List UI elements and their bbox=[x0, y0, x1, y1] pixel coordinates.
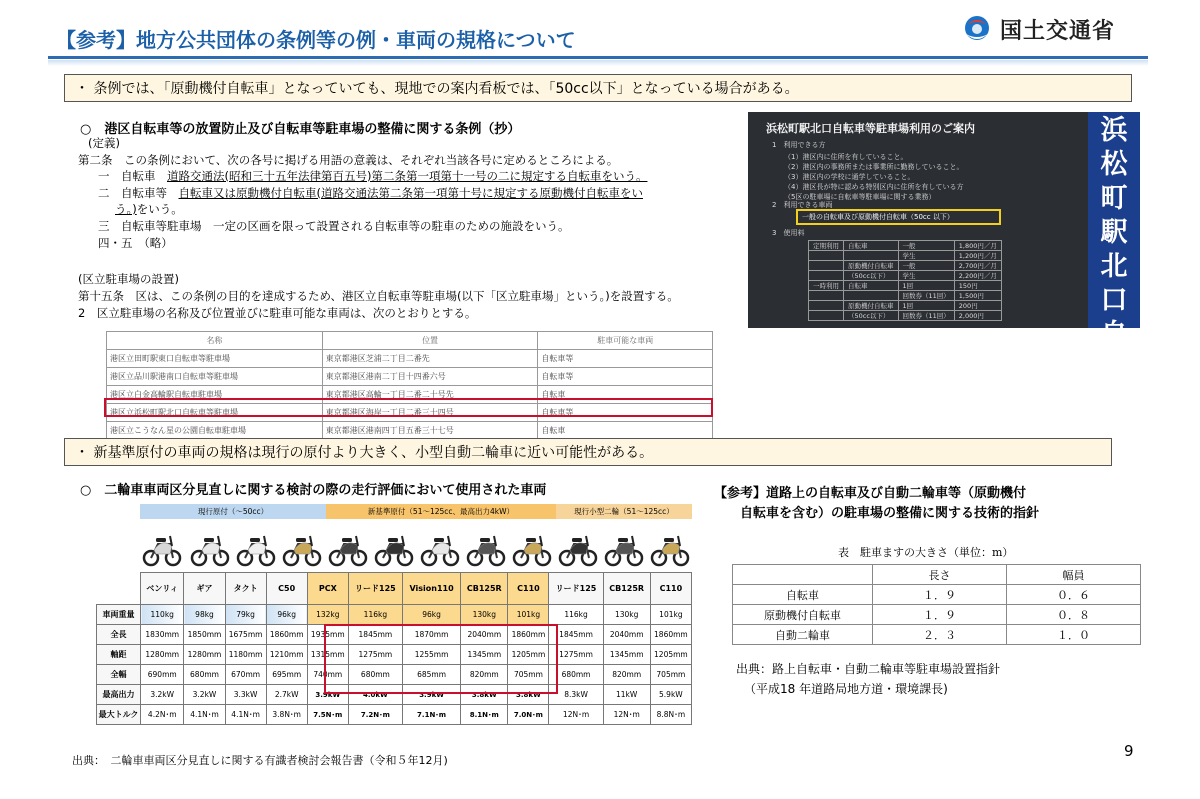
sign-line: （5区の駐車場に自転車等駐車場に関する業務） bbox=[784, 193, 936, 201]
spec-value: 1280mm bbox=[141, 645, 184, 665]
article-15: 第十五条 区は、この条例の目的を達成するため、港区立自転車等駐車場(以下「区立駐車場」という。)を設置する。 bbox=[78, 289, 679, 303]
std-cell: 自転車 bbox=[733, 585, 873, 605]
sign-fee-cell: （50cc以下） bbox=[844, 311, 899, 321]
sign-fee-cell: 定期利用 bbox=[809, 241, 844, 251]
park-cell: 港区立品川駅港南口自転車等駐車場 bbox=[107, 368, 323, 386]
vehicle-spec-row bbox=[97, 705, 692, 725]
std-header-cell: 長さ bbox=[873, 565, 1007, 585]
sign-fee-cell: 学生 bbox=[898, 271, 954, 281]
spec-value: 1845mm bbox=[549, 625, 603, 645]
spec-value: 705mm bbox=[650, 665, 691, 685]
spec-value: 680mm bbox=[549, 665, 603, 685]
std-row bbox=[733, 585, 1141, 605]
spec-label: 軸距 bbox=[97, 645, 141, 665]
std-header-row bbox=[733, 565, 1141, 585]
motorcycle-icon bbox=[650, 524, 690, 568]
spec-value: 7.2N･m bbox=[348, 705, 402, 725]
spec-value: 1180mm bbox=[225, 645, 266, 665]
title-gradient bbox=[48, 60, 1148, 66]
motorcycle-icon bbox=[282, 524, 322, 568]
spec-value: 2040mm bbox=[603, 625, 650, 645]
spec-label: 最大トルク bbox=[97, 705, 141, 725]
motorcycle-icon bbox=[328, 524, 368, 568]
spec-value: 1870mm bbox=[402, 625, 460, 645]
std-cell: ２．３ bbox=[873, 625, 1007, 645]
std-cell: １．０ bbox=[1007, 625, 1141, 645]
spec-value: 4.2N･m bbox=[141, 705, 184, 725]
park-cell: 東京都港区海岸一丁目二番三十四号 bbox=[322, 404, 538, 422]
spec-value: 110kg bbox=[141, 605, 184, 625]
spec-value: 1345mm bbox=[603, 645, 650, 665]
park-row bbox=[107, 368, 713, 386]
park-header-name: 名称 bbox=[107, 332, 323, 350]
spec-value: 8.3kW bbox=[549, 685, 603, 705]
park-cell: 東京都港区港南二丁目十四番六号 bbox=[322, 368, 538, 386]
reference-table-caption: 表 駐車ますの大きさ（単位：m） bbox=[838, 546, 1014, 559]
spec-value: 3.2kW bbox=[141, 685, 184, 705]
sign-fee-row bbox=[809, 271, 1002, 281]
article-2-item-3: 三 自転車等駐車場 一定の区画を限って設置される自転車等の駐車のための施設をいう。 bbox=[98, 219, 570, 233]
std-header-cell: 幅員 bbox=[1007, 565, 1141, 585]
sign-line: （2）港区内の事務所または事業所に勤務していること。 bbox=[784, 163, 964, 171]
sign-line: （4）港区長が特に認める特別区内に住所を有している方 bbox=[784, 183, 964, 191]
spec-value: 1935mm bbox=[307, 625, 348, 645]
mlit-logo-text: 国土交通省 bbox=[1000, 18, 1116, 44]
sign-vertical-banner: 浜松町駅北口自転車 bbox=[1088, 112, 1140, 328]
spec-value: 705mm bbox=[508, 665, 549, 685]
sign-fee-cell: 一般 bbox=[898, 261, 954, 271]
spec-value: 1315mm bbox=[307, 645, 348, 665]
item-2-label: 二 自転車等 bbox=[98, 186, 179, 200]
sign-fee-cell: 1,200円／月 bbox=[954, 251, 1001, 261]
vehicle-spec-row bbox=[97, 605, 692, 625]
model-name: ギア bbox=[184, 573, 225, 605]
article-2-item-2 bbox=[98, 186, 643, 201]
article-2-item-2-cont bbox=[115, 202, 183, 217]
highlight-hamamatsucho-row bbox=[104, 398, 713, 417]
sign-line: 1 利用できる方 bbox=[772, 141, 826, 149]
park-cell: 自転車等 bbox=[538, 368, 713, 386]
sign-fee-cell bbox=[809, 261, 844, 271]
sign-fee-cell: 150円 bbox=[954, 281, 1001, 291]
spec-value: 1830mm bbox=[141, 625, 184, 645]
group-new-standard-moped: 新基準原付（51～125cc、最高出力4kW） bbox=[326, 504, 556, 519]
spec-value: 4.0kW bbox=[348, 685, 402, 705]
sign-fee-cell bbox=[809, 311, 844, 321]
model-name: リード125 bbox=[348, 573, 402, 605]
std-row bbox=[733, 605, 1141, 625]
callout-vehicle-note: ・ 新基準原付の車両の規格は現行の原付より大きく、小型自動二輪車に近い可能性がある。 bbox=[64, 438, 1112, 466]
model-name: CB125R bbox=[461, 573, 508, 605]
park-label: (区立駐車場の設置) bbox=[78, 272, 179, 286]
spec-value: 1860mm bbox=[266, 625, 307, 645]
park-header-vehicle: 駐車可能な車両 bbox=[538, 332, 713, 350]
mlit-logo bbox=[960, 12, 1115, 46]
sign-line: 3 使用料 bbox=[772, 229, 805, 237]
motorcycle-icon bbox=[420, 524, 460, 568]
item-1-text: 道路交通法(昭和三十五年法律第百五号)第二条第一項第十一号の二に規定する自転車をいう。 bbox=[167, 169, 648, 183]
sign-fee-row bbox=[809, 241, 1002, 251]
sign-fee-row bbox=[809, 291, 1002, 301]
park-cell: 自転車 bbox=[538, 422, 713, 440]
spec-value: 3.9kW bbox=[307, 685, 348, 705]
model-name: ベンリィ bbox=[141, 573, 184, 605]
spec-value: 1860mm bbox=[508, 625, 549, 645]
ordinance-heading: ○ 港区自転車等の放置防止及び自転車等駐車場の整備に関する条例（抄） bbox=[80, 122, 521, 137]
spec-value: 695mm bbox=[266, 665, 307, 685]
std-header-cell bbox=[733, 565, 873, 585]
std-cell: 原動機付自転車 bbox=[733, 605, 873, 625]
spec-value: 1845mm bbox=[348, 625, 402, 645]
std-cell: ０．８ bbox=[1007, 605, 1141, 625]
sign-fee-cell: 自転車 bbox=[844, 241, 899, 251]
spec-value: 116kg bbox=[549, 605, 603, 625]
sign-fee-cell: 一時利用 bbox=[809, 281, 844, 291]
spec-value: 7.5N･m bbox=[307, 705, 348, 725]
spec-value: 101kg bbox=[650, 605, 691, 625]
park-row bbox=[107, 422, 713, 440]
spec-value: 1345mm bbox=[461, 645, 508, 665]
spec-value: 820mm bbox=[603, 665, 650, 685]
park-cell: 港区立こうなん星の公園自転車駐車場 bbox=[107, 422, 323, 440]
spec-label: 最高出力 bbox=[97, 685, 141, 705]
spec-value: 1210mm bbox=[266, 645, 307, 665]
std-row bbox=[733, 625, 1141, 645]
park-cell: 港区立田町駅東口自転車等駐車場 bbox=[107, 350, 323, 368]
model-name: PCX bbox=[307, 573, 348, 605]
spec-value: 670mm bbox=[225, 665, 266, 685]
park-cell: 東京都港区芝浦二丁目二番先 bbox=[322, 350, 538, 368]
spec-value: 3.8kW bbox=[508, 685, 549, 705]
sign-fee-cell: 回数券（11回） bbox=[898, 291, 954, 301]
spec-value: 1280mm bbox=[184, 645, 225, 665]
model-header-blank bbox=[97, 573, 141, 605]
reference-source-2: （平成18 年道路局地方道・環境課長) bbox=[744, 682, 948, 696]
sign-line: （3）港区内の学校に通学していること。 bbox=[784, 173, 915, 181]
sign-fee-cell bbox=[844, 251, 899, 261]
std-cell: １．９ bbox=[873, 605, 1007, 625]
sign-fee-cell: 学生 bbox=[898, 251, 954, 261]
item-2-text: 自転車又は原動機付自転車(道路交通法第二条第一項第十号に規定する原動機付自転車をい bbox=[178, 186, 643, 200]
sign-photo bbox=[748, 112, 1140, 418]
vehicle-model-row bbox=[97, 573, 692, 605]
spec-value: 4.1N･m bbox=[184, 705, 225, 725]
spec-value: 680mm bbox=[348, 665, 402, 685]
spec-value: 685mm bbox=[402, 665, 460, 685]
std-cell: １．９ bbox=[873, 585, 1007, 605]
motorcycle-icon bbox=[374, 524, 414, 568]
spec-label: 車両重量 bbox=[97, 605, 141, 625]
group-small-motorcycle: 現行小型二輪（51～125cc） bbox=[556, 504, 692, 519]
sign-fee-cell: 2,000円 bbox=[954, 311, 1001, 321]
highlight-new-standard-dimensions bbox=[324, 624, 558, 694]
sign-fee-row bbox=[809, 251, 1002, 261]
spec-value: 5.9kW bbox=[650, 685, 691, 705]
sign-fee-cell: 回数券（11回） bbox=[898, 311, 954, 321]
model-name: リード125 bbox=[549, 573, 603, 605]
spec-value: 116kg bbox=[348, 605, 402, 625]
motorcycle-icon bbox=[604, 524, 644, 568]
std-cell: 自動二輪車 bbox=[733, 625, 873, 645]
definition-label: (定義) bbox=[88, 136, 120, 150]
spec-value: 3.9kW bbox=[402, 685, 460, 705]
sign-line: 2 利用できる車両 bbox=[772, 201, 833, 209]
std-cell: ０．６ bbox=[1007, 585, 1141, 605]
spec-value: 3.2kW bbox=[184, 685, 225, 705]
model-name: C50 bbox=[266, 573, 307, 605]
spec-value: 132kg bbox=[307, 605, 348, 625]
sign-fee-row bbox=[809, 311, 1002, 321]
article-2-item-4-5: 四・五 （略） bbox=[98, 236, 173, 250]
spec-value: 11kW bbox=[603, 685, 650, 705]
sign-fee-cell: 2,200円／月 bbox=[954, 271, 1001, 281]
model-name: CB125R bbox=[603, 573, 650, 605]
sign-fee-row bbox=[809, 301, 1002, 311]
spec-value: 101kg bbox=[508, 605, 549, 625]
sign-fee-cell: 1,500円 bbox=[954, 291, 1001, 301]
sign-fee-cell: 200円 bbox=[954, 301, 1001, 311]
sign-fee-cell: 1回 bbox=[898, 301, 954, 311]
reference-heading-2: 自転車を含む）の駐車場の整備に関する技術的指針 bbox=[740, 506, 1040, 521]
park-header-location: 位置 bbox=[322, 332, 538, 350]
motorcycle-icon bbox=[558, 524, 598, 568]
motorcycle-icon bbox=[190, 524, 230, 568]
sign-fee-cell bbox=[809, 301, 844, 311]
spec-value: 740mm bbox=[307, 665, 348, 685]
spec-value: 3.3kW bbox=[225, 685, 266, 705]
article-2: 第二条 この条例において、次の各号に掲げる用語の意義は、それぞれ当該各号に定めるところによる。 bbox=[78, 153, 619, 167]
model-name: C110 bbox=[508, 573, 549, 605]
page-title: 【参考】地方公共団体の条例等の例・車両の規格について bbox=[56, 28, 576, 52]
sign-title: 浜松町駅北口自転車等駐車場利用のご案内 bbox=[766, 122, 975, 135]
model-name: C110 bbox=[650, 573, 691, 605]
spec-value: 79kg bbox=[225, 605, 266, 625]
park-cell: 港区立浜松町駅北口自転車等駐車場 bbox=[107, 404, 323, 422]
sign-fee-cell: 原動機付自転車 bbox=[844, 301, 899, 311]
item-2-suffix: をいう。 bbox=[136, 202, 183, 216]
sign-highlight-box: 一般の自転車及び原動機付自転車（50cc 以下） bbox=[796, 209, 1001, 225]
model-name: Vision110 bbox=[402, 573, 460, 605]
spec-value: 2.7kW bbox=[266, 685, 307, 705]
mlit-logo-icon bbox=[960, 12, 994, 46]
sign-fee-row bbox=[809, 261, 1002, 271]
page-number: 9 bbox=[1124, 742, 1134, 760]
sign-fee-table bbox=[808, 240, 1002, 321]
motorcycle-icon bbox=[466, 524, 506, 568]
spec-value: 1205mm bbox=[650, 645, 691, 665]
spec-value: 1255mm bbox=[402, 645, 460, 665]
park-cell: 自転車等 bbox=[538, 350, 713, 368]
park-cell: 港区立白金高輪駅自転車駐車場 bbox=[107, 386, 323, 404]
sign-fee-cell: 2,700円／月 bbox=[954, 261, 1001, 271]
spec-value: 3.8N･m bbox=[266, 705, 307, 725]
park-row bbox=[107, 350, 713, 368]
spec-value: 7.0N･m bbox=[508, 705, 549, 725]
spec-value: 12N･m bbox=[549, 705, 603, 725]
sign-fee-cell bbox=[809, 271, 844, 281]
motorcycle-icon bbox=[512, 524, 552, 568]
park-cell: 自転車 bbox=[538, 386, 713, 404]
spec-value: 1850mm bbox=[184, 625, 225, 645]
spec-value: 1275mm bbox=[348, 645, 402, 665]
spec-value: 3.8kW bbox=[461, 685, 508, 705]
spec-value: 96kg bbox=[266, 605, 307, 625]
spec-value: 96kg bbox=[402, 605, 460, 625]
spec-value: 1205mm bbox=[508, 645, 549, 665]
spec-value: 130kg bbox=[603, 605, 650, 625]
reference-heading-1: 【参考】道路上の自転車及び自動二輪車等（原動機付 bbox=[714, 486, 1027, 501]
reference-source-1: 出典：路上自転車・自動二輪車等駐車場設置指針 bbox=[736, 662, 1001, 676]
sign-fee-cell: （50cc以下） bbox=[844, 271, 899, 281]
spec-label: 全幅 bbox=[97, 665, 141, 685]
sign-line: （1）港区内に住所を有していること。 bbox=[784, 153, 908, 161]
item-2-text-end: う。) bbox=[115, 202, 137, 216]
spec-value: 2040mm bbox=[461, 625, 508, 645]
spec-value: 130kg bbox=[461, 605, 508, 625]
motorcycle-icon bbox=[236, 524, 276, 568]
sign-fee-cell: 1回 bbox=[898, 281, 954, 291]
article-2-item-1 bbox=[98, 169, 647, 184]
callout-ordinance-note: ・ 条例では、「原動機付自転車」となっていても、現地での案内看板では、「50cc以下」となっている場合がある。 bbox=[64, 74, 1132, 102]
park-cell: 東京都港区港南四丁目五番三十七号 bbox=[322, 422, 538, 440]
model-name: タクト bbox=[225, 573, 266, 605]
motorcycle-icon bbox=[142, 524, 182, 568]
spec-value: 690mm bbox=[141, 665, 184, 685]
sign-fee-cell: 原動機付自転車 bbox=[844, 261, 899, 271]
spec-value: 7.1N･m bbox=[402, 705, 460, 725]
spec-value: 820mm bbox=[461, 665, 508, 685]
vehicle-heading: ○ 二輪車車両区分見直しに関する検討の際の走行評価において使用された車両 bbox=[80, 483, 547, 498]
spec-value: 680mm bbox=[184, 665, 225, 685]
spec-value: 12N･m bbox=[603, 705, 650, 725]
group-current-moped: 現行原付（～50cc） bbox=[140, 504, 326, 519]
sign-fee-cell: 1,800円／月 bbox=[954, 241, 1001, 251]
spec-value: 1275mm bbox=[549, 645, 603, 665]
parking-table bbox=[106, 331, 713, 440]
sign-fee-cell: 一般 bbox=[898, 241, 954, 251]
spec-value: 1860mm bbox=[650, 625, 691, 645]
spec-value: 8.1N･m bbox=[461, 705, 508, 725]
article-15-2: 2 区立駐車場の名称及び位置並びに駐車可能な車両は、次のとおりとする。 bbox=[78, 306, 477, 320]
spec-value: 1675mm bbox=[225, 625, 266, 645]
sign-fee-cell bbox=[844, 291, 899, 301]
spec-value: 98kg bbox=[184, 605, 225, 625]
sign-fee-cell: 自転車 bbox=[844, 281, 899, 291]
park-cell: 東京都港区高輪一丁目二番二十号先 bbox=[322, 386, 538, 404]
title-underline bbox=[48, 56, 1148, 59]
parking-space-table bbox=[732, 564, 1141, 645]
spec-value: 4.1N･m bbox=[225, 705, 266, 725]
sign-fee-cell bbox=[809, 291, 844, 301]
item-1-label: 一 自転車 bbox=[98, 169, 167, 183]
sign-fee-row bbox=[809, 281, 1002, 291]
spec-label: 全長 bbox=[97, 625, 141, 645]
sign-fee-cell bbox=[809, 251, 844, 261]
park-cell: 自転車等 bbox=[538, 404, 713, 422]
spec-value: 8.8N･m bbox=[650, 705, 691, 725]
vehicle-source: 出典： 二輪車車両区分見直しに関する有識者検討会報告書（令和５年12月) bbox=[72, 754, 448, 767]
